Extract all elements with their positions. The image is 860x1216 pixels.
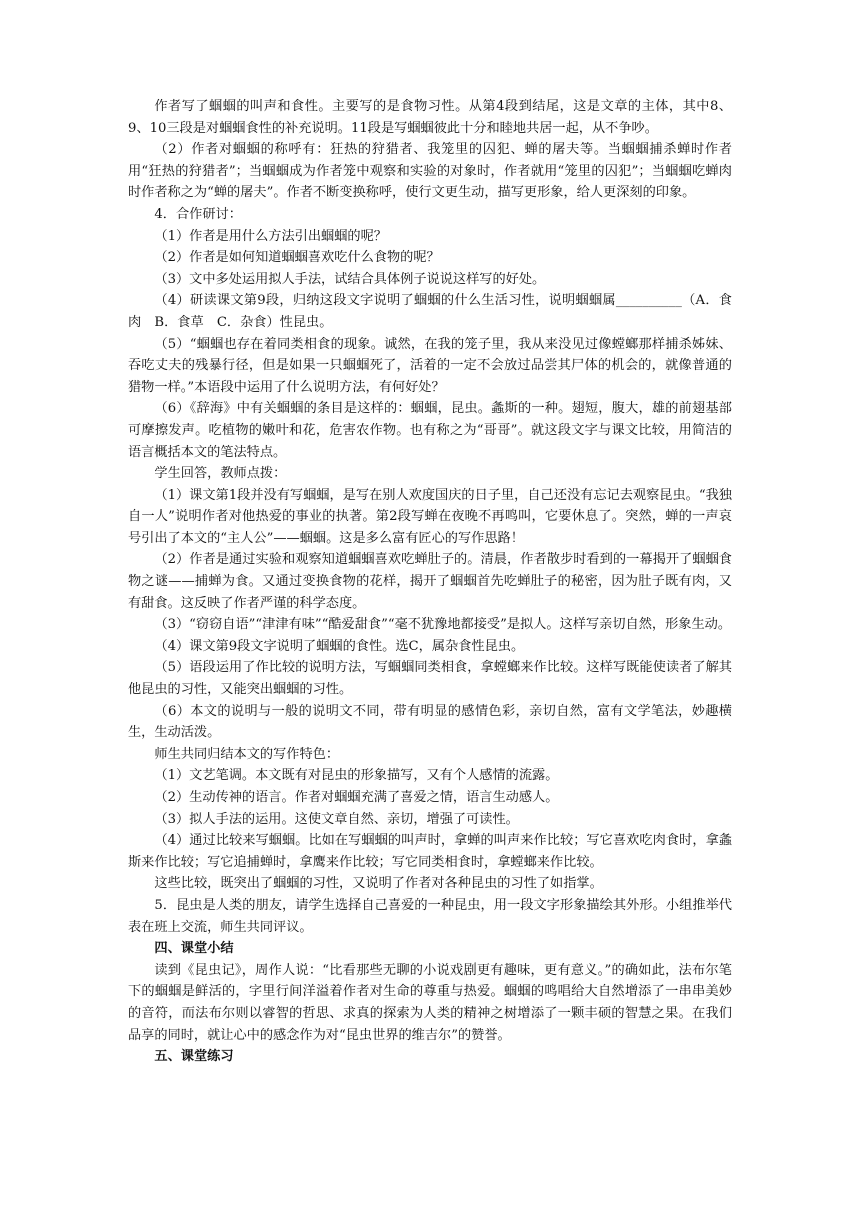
- paragraph-summary-body: 读到《昆虫记》，周作人说：“比看那些无聊的小说戏剧更有趣味，更有意义。”的确如此，法布尔笔下的蝈蝈是鲜活的，字里行间洋溢着作者对生命的尊重与热爱。蝈蝈的鸣唱给大自然增添了一串串美妙的音符，而法布尔则以睿智的哲思、求真的探索为人类的精神之树增添了一颗丰硕的智慧之果。在我们品享的同时，就让心中的感念作为对“昆虫世界的维吉尔”的赞誉。: [128, 962, 732, 1043]
- paragraph-feature-4: （4）通过比较来写蝈蝈。比如在写蝈蝈的叫声时，拿蝉的叫声来作比较；写它喜欢吃肉食时，拿螽斯来作比较；写它追捕蝉时，拿鹰来作比较；写它同类相食时，拿螳螂来作比较。: [128, 833, 732, 870]
- paragraph-features-intro: 师生共同归结本文的写作特色：: [154, 746, 340, 762]
- paragraph-question-5: （5）“蝈蝈也存在着同类相食的现象。诚然，在我的笼子里，我从来没见过像螳螂那样捕杀姊妹、吞吃丈夫的残暴行径，但是如果一只蝈蝈死了，活着的一定不会放过品尝其尸体的机会的，就像普通的猎物一样。”本语段中运用了什么说明方法，有何好处？: [128, 336, 732, 395]
- paragraph-answer-5: （5）语段运用了作比较的说明方法，写蝈蝈同类相食，拿螳螂来作比较。这样写既能使读者了解其他昆虫的习性，又能突出蝈蝈的习性。: [128, 660, 732, 698]
- paragraph-answer-4: （4）课文第9段文字说明了蝈蝈的食性。选C，属杂食性昆虫。: [154, 638, 525, 654]
- paragraph-answer-2-names: （2）作者对蝈蝈的称呼有：狂热的狩猎者、我笼里的囚犯、蝉的屠夫等。当蝈蝈捕杀蝉时作者用“狂热的狩猎者”；当蝈蝈成为作者笼中观察和实验的对象时，作者就用“笼里的囚犯”；当蝈蝈吃蝉肉时作者称之为“蝉的屠夫”。作者不断变换称呼，使行文更生动，描写更形象，给人更深刻的印象。: [128, 142, 732, 201]
- paragraph-answer-2: （2）作者是通过实验和观察知道蝈蝈喜欢吃蝉肚子的。清晨，作者散步时看到的一幕揭开了蝈蝈食物之谜——捕蝉为食。又通过变换食物的花样，揭开了蝈蝈首先吃蝉肚子的秘密，因为肚子既有肉，又有甜食。这反映了作者严谨的科学态度。: [128, 552, 732, 611]
- paragraph-feature-1: （1）文艺笔调。本文既有对昆虫的形象描写，又有个人感情的流露。: [154, 768, 559, 784]
- paragraph-comparison-summary: 这些比较，既突出了蝈蝈的习性，又说明了作者对各种昆虫的习性了如指掌。: [154, 876, 603, 892]
- paragraph-question-2: （2）作者是如何知道蝈蝈喜欢吃什么食物的呢？: [154, 250, 440, 266]
- paragraph-answer-6: （6）本文的说明与一般的说明文不同，带有明显的感情色彩，亲切自然，富有文学笔法，妙趣横生，生动活泼。: [128, 703, 732, 741]
- paragraph-question-3: （3）文中多处运用拟人手法，试结合具体例子说说这样写的好处。: [154, 271, 546, 287]
- paragraph-question-6: （6）《辞海》中有关蝈蝈的条目是这样的：蝈蝈，昆虫。螽斯的一种。翅短，腹大，雄的前翅基部可摩擦发声。吃植物的嫩叶和花，危害农作物。也有称之为“哥哥”。就这段文字与课文比较，用简洁的语言概括本文的笔法特点。: [128, 401, 732, 460]
- paragraph-question-4: （4）研读课文第9段，归纳这段文字说明了蝈蝈的什么生活习性，说明蝈蝈属__________（A．食肉 B．食草 C．杂食）性昆虫。: [128, 293, 732, 330]
- paragraph-answer-1: （1）课文第1段并没有写蝈蝈，是写在别人欢度国庆的日子里，自己还没有忘记去观察昆虫。“我独自一人”说明作者对他热爱的事业的执著。第2段写蝉在夜晚不再鸣叫，它要休息了。突然，蝉的一声哀号引出了本文的“主人公”——蝈蝈。这是多么富有匠心的写作思路！: [128, 487, 732, 546]
- document-body: [128, 96, 732, 1068]
- paragraph-student-answer-intro: 学生回答，教师点拨：: [154, 466, 287, 482]
- section-heading-summary: 四、课堂小结: [154, 941, 234, 957]
- paragraph-section-4-title: 4．合作研讨：: [154, 206, 242, 222]
- paragraph-answer-3: （3）“窃窃自语”“津津有味”“酷爱甜食”“毫不犹豫地都接受”是拟人。这样写亲切自然，形象生动。: [154, 617, 732, 633]
- paragraph-structure-summary: 作者写了蝈蝈的叫声和食性。主要写的是食物习性。从第4段到结尾，这是文章的主体，其中8、9、10三段是对蝈蝈食性的补充说明。11段是写蝈蝈彼此十分和睦地共居一起，从不争吵。: [128, 99, 732, 136]
- paragraph-question-1: （1）作者是用什么方法引出蝈蝈的呢？: [154, 228, 387, 244]
- paragraph-section-5-task: 5．昆虫是人类的朋友，请学生选择自己喜爱的一种昆虫，用一段文字形象描绘其外形。小组推举代表在班上交流，师生共同评议。: [128, 897, 732, 935]
- paragraph-feature-2: （2）生动传神的语言。作者对蝈蝈充满了喜爱之情，语言生动感人。: [154, 790, 559, 805]
- paragraph-feature-3: （3）拟人手法的运用。这使文章自然、亲切，增强了可读性。: [154, 811, 519, 827]
- section-heading-practice: 五、课堂练习: [154, 1049, 234, 1065]
